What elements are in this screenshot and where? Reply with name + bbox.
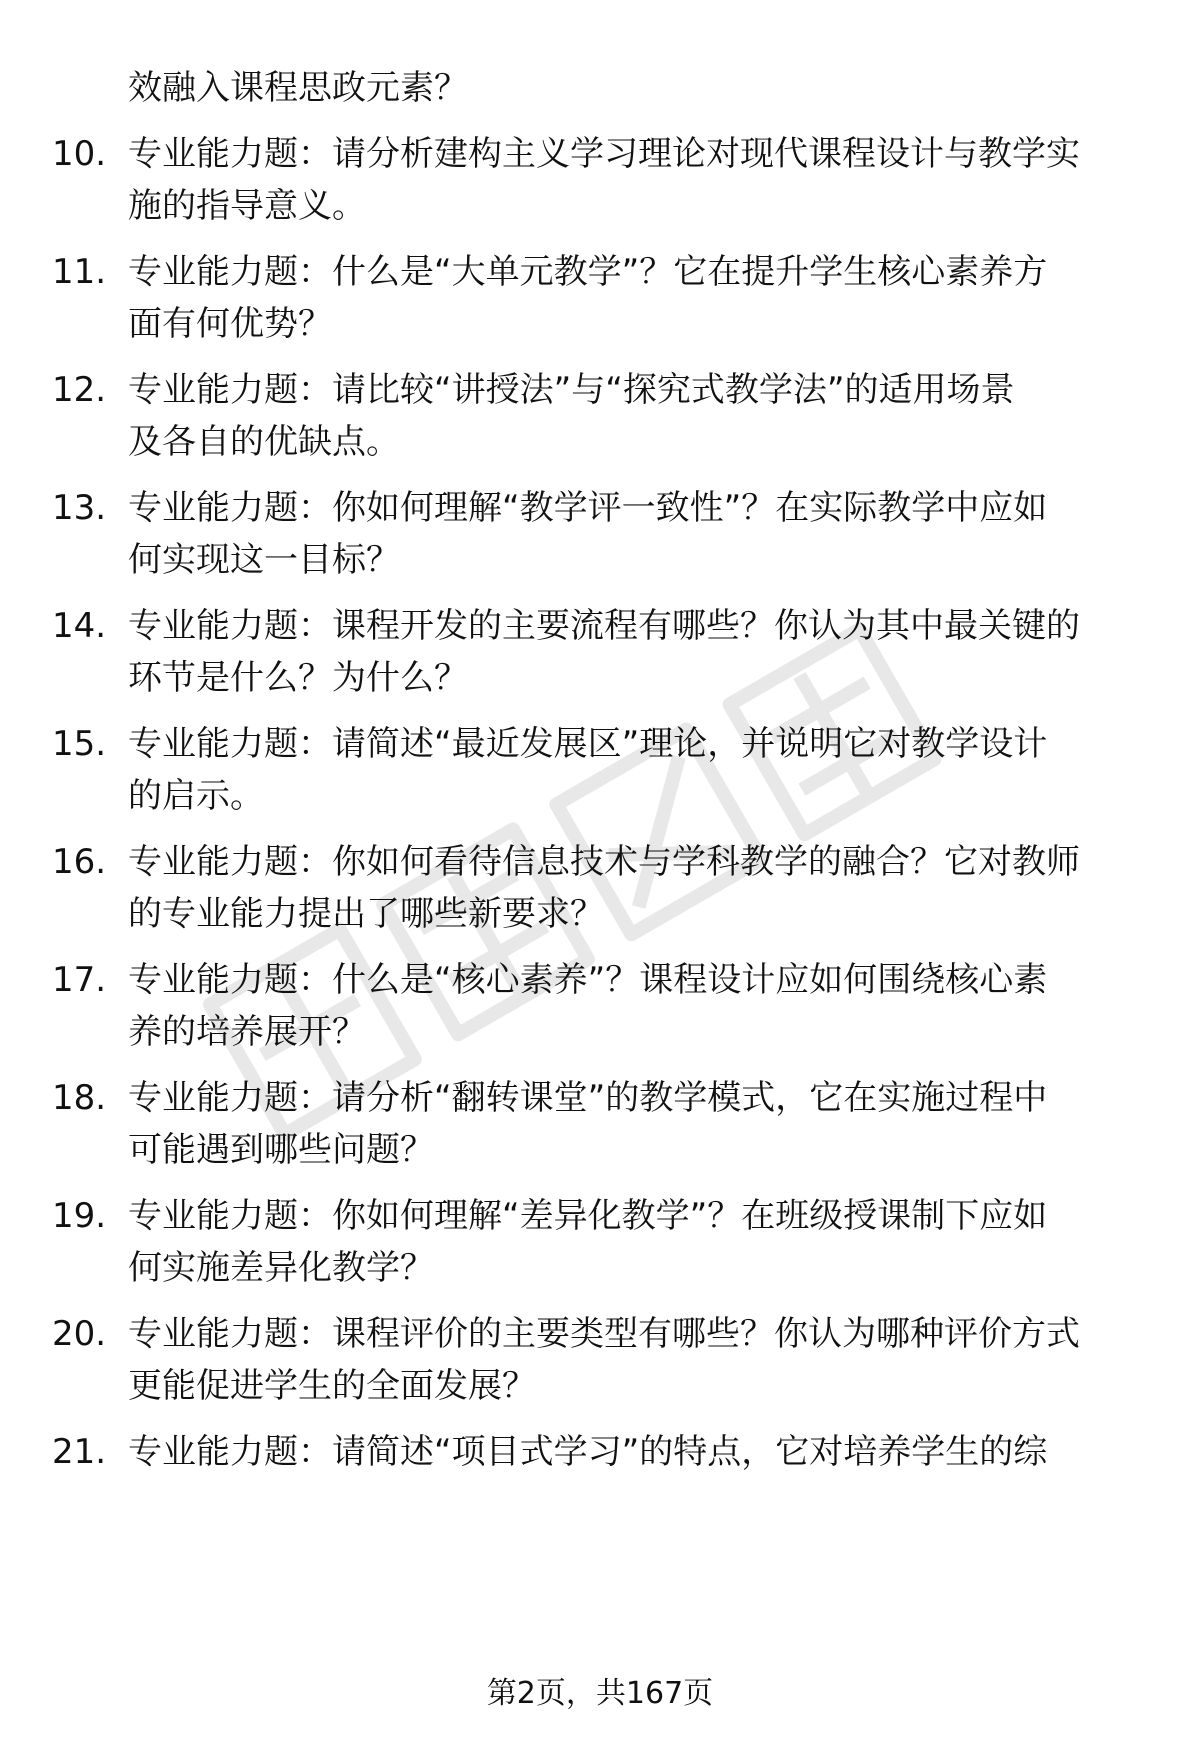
question-text-line: 专业能力题：课程评价的主要类型有哪些？你认为哪种评价方式 <box>128 1314 1080 1354</box>
question-text <box>128 128 1143 232</box>
question-text-line: 面有何优势？ <box>128 304 332 344</box>
question-text <box>128 482 1143 586</box>
question-text <box>128 1308 1143 1412</box>
question-text-line: 可能遇到哪些问题？ <box>128 1130 434 1170</box>
question-number: 21. <box>52 1432 107 1472</box>
question-text <box>128 954 1143 1058</box>
question-number: 11. <box>52 252 107 292</box>
question-text <box>128 1426 1143 1478</box>
question-text-line: 专业能力题：请分析“翻转课堂”的教学模式，它在实施过程中 <box>128 1078 1048 1118</box>
question-number: 14. <box>52 606 107 646</box>
question-text <box>128 1072 1143 1176</box>
question-number: 16. <box>52 842 107 882</box>
question-text <box>128 600 1143 704</box>
question-text-line: 环节是什么？为什么？ <box>128 658 468 698</box>
question-text-line: 专业能力题：什么是“大单元教学”？它在提升学生核心素养方 <box>128 252 1048 292</box>
question-text <box>128 718 1143 822</box>
page-footer: 第2页，共167页 <box>486 1676 714 1711</box>
question-text-line: 专业能力题：请分析建构主义学习理论对现代课程设计与教学实 <box>128 134 1080 174</box>
question-text-line: 何实现这一目标？ <box>128 540 400 580</box>
question-text-line: 专业能力题：你如何看待信息技术与学科教学的融合？它对教师 <box>128 842 1080 882</box>
continuation-line: 效融入课程思政元素？ <box>128 68 468 108</box>
question-text-line: 施的指导意义。 <box>128 186 366 226</box>
question-text-line: 何实施差异化教学？ <box>128 1248 434 1288</box>
question-text-line: 专业能力题：请简述“最近发展区”理论，并说明它对教学设计 <box>128 724 1048 764</box>
question-text <box>128 246 1143 350</box>
question-text-line: 专业能力题：什么是“核心素养”？课程设计应如何围绕核心素 <box>128 960 1048 1000</box>
question-number: 19. <box>52 1196 107 1236</box>
question-number: 13. <box>52 488 107 528</box>
question-text <box>128 1190 1143 1294</box>
question-number: 18. <box>52 1078 107 1118</box>
question-text-line: 及各自的优缺点。 <box>128 422 400 462</box>
question-text-line: 专业能力题：请简述“项目式学习”的特点，它对培养学生的综 <box>128 1432 1048 1472</box>
question-text-line: 更能促进学生的全面发展？ <box>128 1366 536 1406</box>
question-text-line: 专业能力题：你如何理解“差异化教学”？在班级授课制下应如 <box>128 1196 1048 1236</box>
question-text-line: 养的培养展开？ <box>128 1012 366 1052</box>
question-text-line: 专业能力题：你如何理解“教学评一致性”？在实际教学中应如 <box>128 488 1048 528</box>
question-text <box>128 836 1143 940</box>
question-number: 12. <box>52 370 107 410</box>
question-number: 15. <box>52 724 107 764</box>
question-text <box>128 364 1143 468</box>
question-text-line: 的启示。 <box>128 776 264 816</box>
question-number: 10. <box>52 134 107 174</box>
question-number: 17. <box>52 960 107 1000</box>
question-text-line: 专业能力题：课程开发的主要流程有哪些？你认为其中最关键的 <box>128 606 1080 646</box>
question-text-line: 的专业能力提出了哪些新要求？ <box>128 894 604 934</box>
question-number: 20. <box>52 1314 107 1354</box>
question-text-line: 专业能力题：请比较“讲授法”与“探究式教学法”的适用场景 <box>128 370 1015 410</box>
